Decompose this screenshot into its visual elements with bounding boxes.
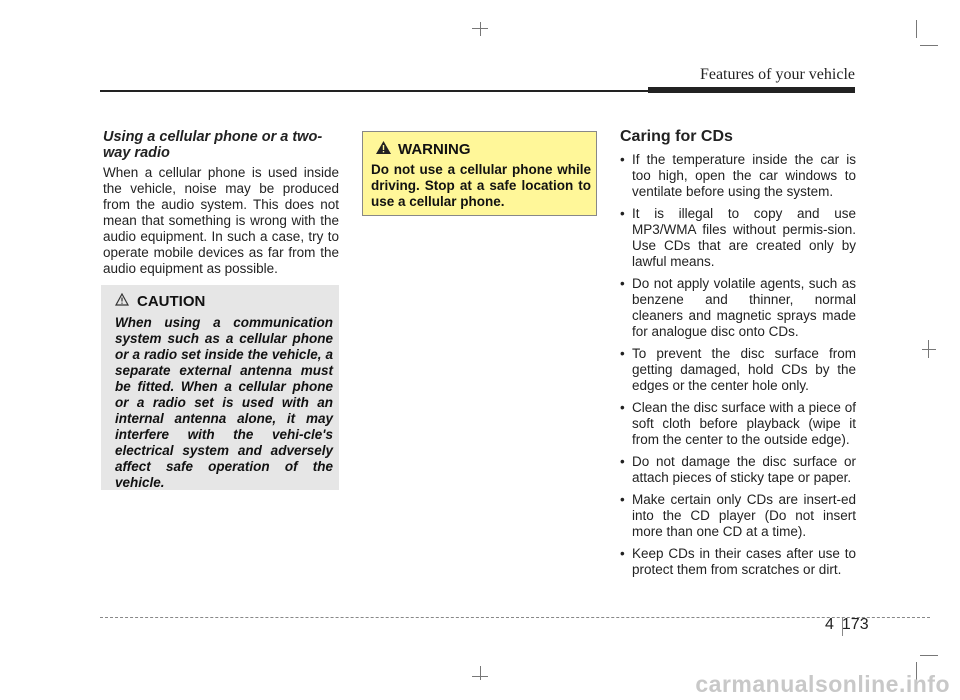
cd-care-list — [620, 152, 856, 584]
crop-mark — [480, 666, 481, 680]
caution-triangle-icon — [115, 293, 129, 310]
list-item: • Make certain only CDs are insert-ed into the CD player (Do not insert more than one CD at a time). — [620, 492, 856, 540]
warning-box — [362, 131, 597, 216]
body-paragraph: When a cellular phone is used inside the vehicle, noise may be produced from the audio system. This does not mean that something is wrong with the audio equipment. In such a case, try to operate mobile devices as far from the audio equipment as possible. — [103, 165, 339, 276]
list-item: • Keep CDs in their cases after use to protect them from scratches or dirt. — [620, 546, 856, 578]
crop-mark — [916, 20, 917, 38]
header-rule-accent — [648, 87, 855, 93]
caution-body: When using a communication system such as a cellular phone or a radio set inside the vehicle, a separate external antenna must be fitted. When a cellular phone or a radio set is used with an internal antenna alone, it may interfere with the vehi-cle's electrical system and adversely affect safe operation of the vehicle. — [115, 315, 333, 490]
crop-mark — [920, 45, 938, 46]
page-number — [825, 616, 869, 634]
section-subheading: Using a cellular phone or a two-way radio — [103, 129, 323, 161]
list-item: • To prevent the disc surface from getting damaged, hold CDs by the edges or the center hole only. — [620, 346, 856, 394]
crop-mark — [922, 349, 936, 350]
caution-box — [101, 285, 339, 490]
warning-title: WARNING — [398, 141, 471, 158]
warning-body: Do not use a cellular phone while driving. Stop at a safe location to use a cellular phone. — [371, 162, 591, 209]
crop-mark — [480, 22, 481, 36]
page-number-value: 173 — [841, 616, 869, 633]
caution-header — [115, 293, 205, 310]
section-title: Caring for CDs — [620, 128, 733, 145]
crop-mark — [472, 676, 488, 677]
crop-mark — [920, 655, 938, 656]
list-item: • If the temperature inside the car is too high, open the car windows to ventilate before using the system. — [620, 152, 856, 200]
watermark: carmanualsonline.info — [695, 671, 950, 697]
warning-triangle-icon — [375, 140, 392, 159]
chapter-number: 4 — [825, 616, 834, 633]
list-item: • Clean the disc surface with a piece of soft cloth before playback (wipe it from the center to the outside edge). — [620, 400, 856, 448]
list-item: • Do not damage the disc surface or attach pieces of sticky tape or paper. — [620, 454, 856, 486]
caution-title: CAUTION — [137, 293, 206, 310]
crop-mark — [472, 28, 488, 29]
list-item: • It is illegal to copy and use MP3/WMA files without permis-sion. Use CDs that are created only by lawful means. — [620, 206, 856, 270]
footer-dashed-rule — [100, 617, 930, 618]
header-title: Features of your vehicle — [699, 66, 855, 83]
warning-header — [375, 140, 471, 159]
list-item: • Do not apply volatile agents, such as benzene and thinner, normal cleaners and magnetic sprays made for analogue disc onto CDs. — [620, 276, 856, 340]
